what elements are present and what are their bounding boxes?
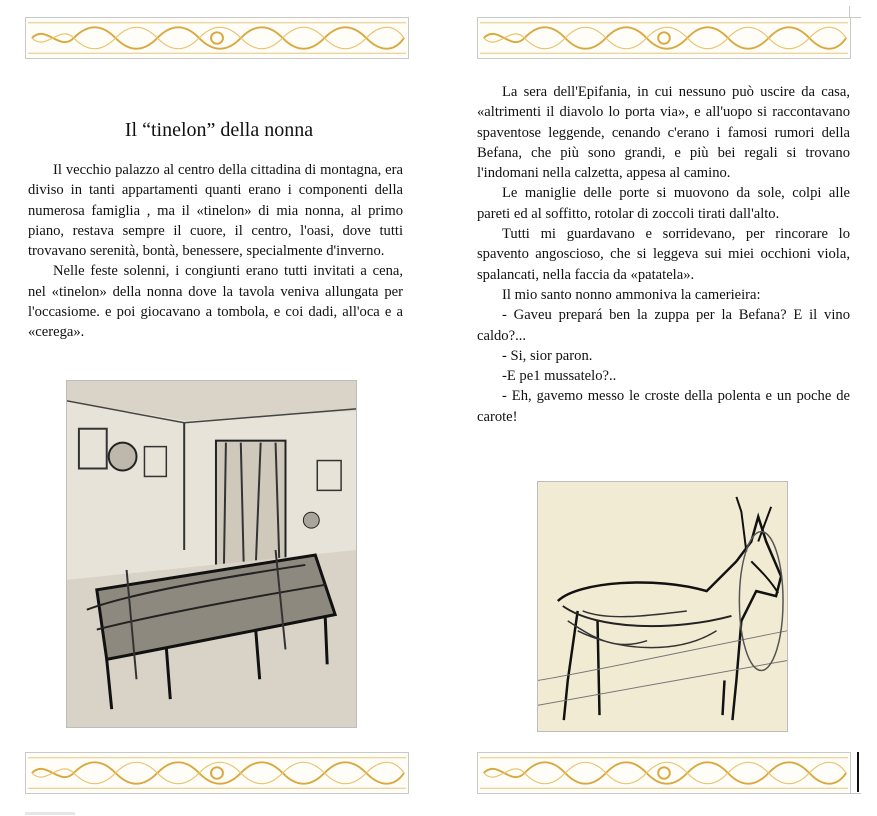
interior-sketch-image [66,380,357,728]
top-ornamental-border [477,17,851,59]
paragraph: La sera dell'Epifania, in cui nessuno può uscire da casa, «altrimenti il diavolo lo porta via», e all'uopo si raccontavano spaventose leggende, cenando c'erano i famosi rumori della Befana, che più sono grandi, e più bei regali si trovano l'indomani nella calzetta, appesa al camino. [477,84,850,182]
bottom-ornamental-border [477,752,851,794]
right-page [439,0,877,816]
dialogue-line: - Gaveu prepará ben la zuppa per la Befana? E il vino caldo?... [477,307,850,344]
bottom-ornamental-border [25,752,409,794]
paragraph: Il mio santo nonno ammoniva la camerieira: [502,286,761,303]
scroll-indicator [25,812,75,815]
paragraph: Le maniglie delle porte si muovono da sole, colpi alle pareti ed al soffitto, rotolar di zoccoli tirati dall'alto. [477,185,850,222]
paragraph: Tutti mi guardavano e sorridevano, per rincorare lo spavento angoscioso, che si leggeva sui miei occhioni viola, spalancati, nella faccia da «patatela». [477,226,850,283]
left-page [0,0,438,816]
right-body-text [477,82,850,427]
ornament-icon [26,753,408,793]
donkey-sketch-image [537,481,788,732]
dialogue-line: -E pe1 mussatelo?.. [502,368,617,385]
dialogue-line: - Si, sior paron. [502,347,593,364]
top-ornamental-border [25,17,409,59]
ornament-icon [478,753,850,793]
page-corner-mark [849,17,861,18]
page-corner-mark [849,793,861,794]
page-title: Il “tinelon” della nonna [124,119,314,141]
text-cursor [857,752,859,792]
paragraph: Nelle feste solenni, i congiunti erano tutti invitati a cena, nel «tinelon» della nonna dove la tavola veniva allungata per l'occasiome. e poi giocavano a tombola, e coi dadi, all'oca e a «cerega». [28,263,403,341]
left-body-text [28,160,403,343]
dialogue-line: - Eh, gavemo messo le croste della polenta e un poche de carote! [477,388,850,425]
ornament-icon [26,18,408,58]
paragraph: Il vecchio palazzo al centro della cittadina di montagna, era diviso in tanti appartamenti quanti erano i componenti della numerosa famiglia , ma il «tinelon» di mia nonna, al primo piano, restava sempre il cuore, il centro, l'oasi, dove tutti trovavano serenità, bontà, benessere, specialmente d'inverno. [28,162,403,260]
ornament-icon [478,18,850,58]
